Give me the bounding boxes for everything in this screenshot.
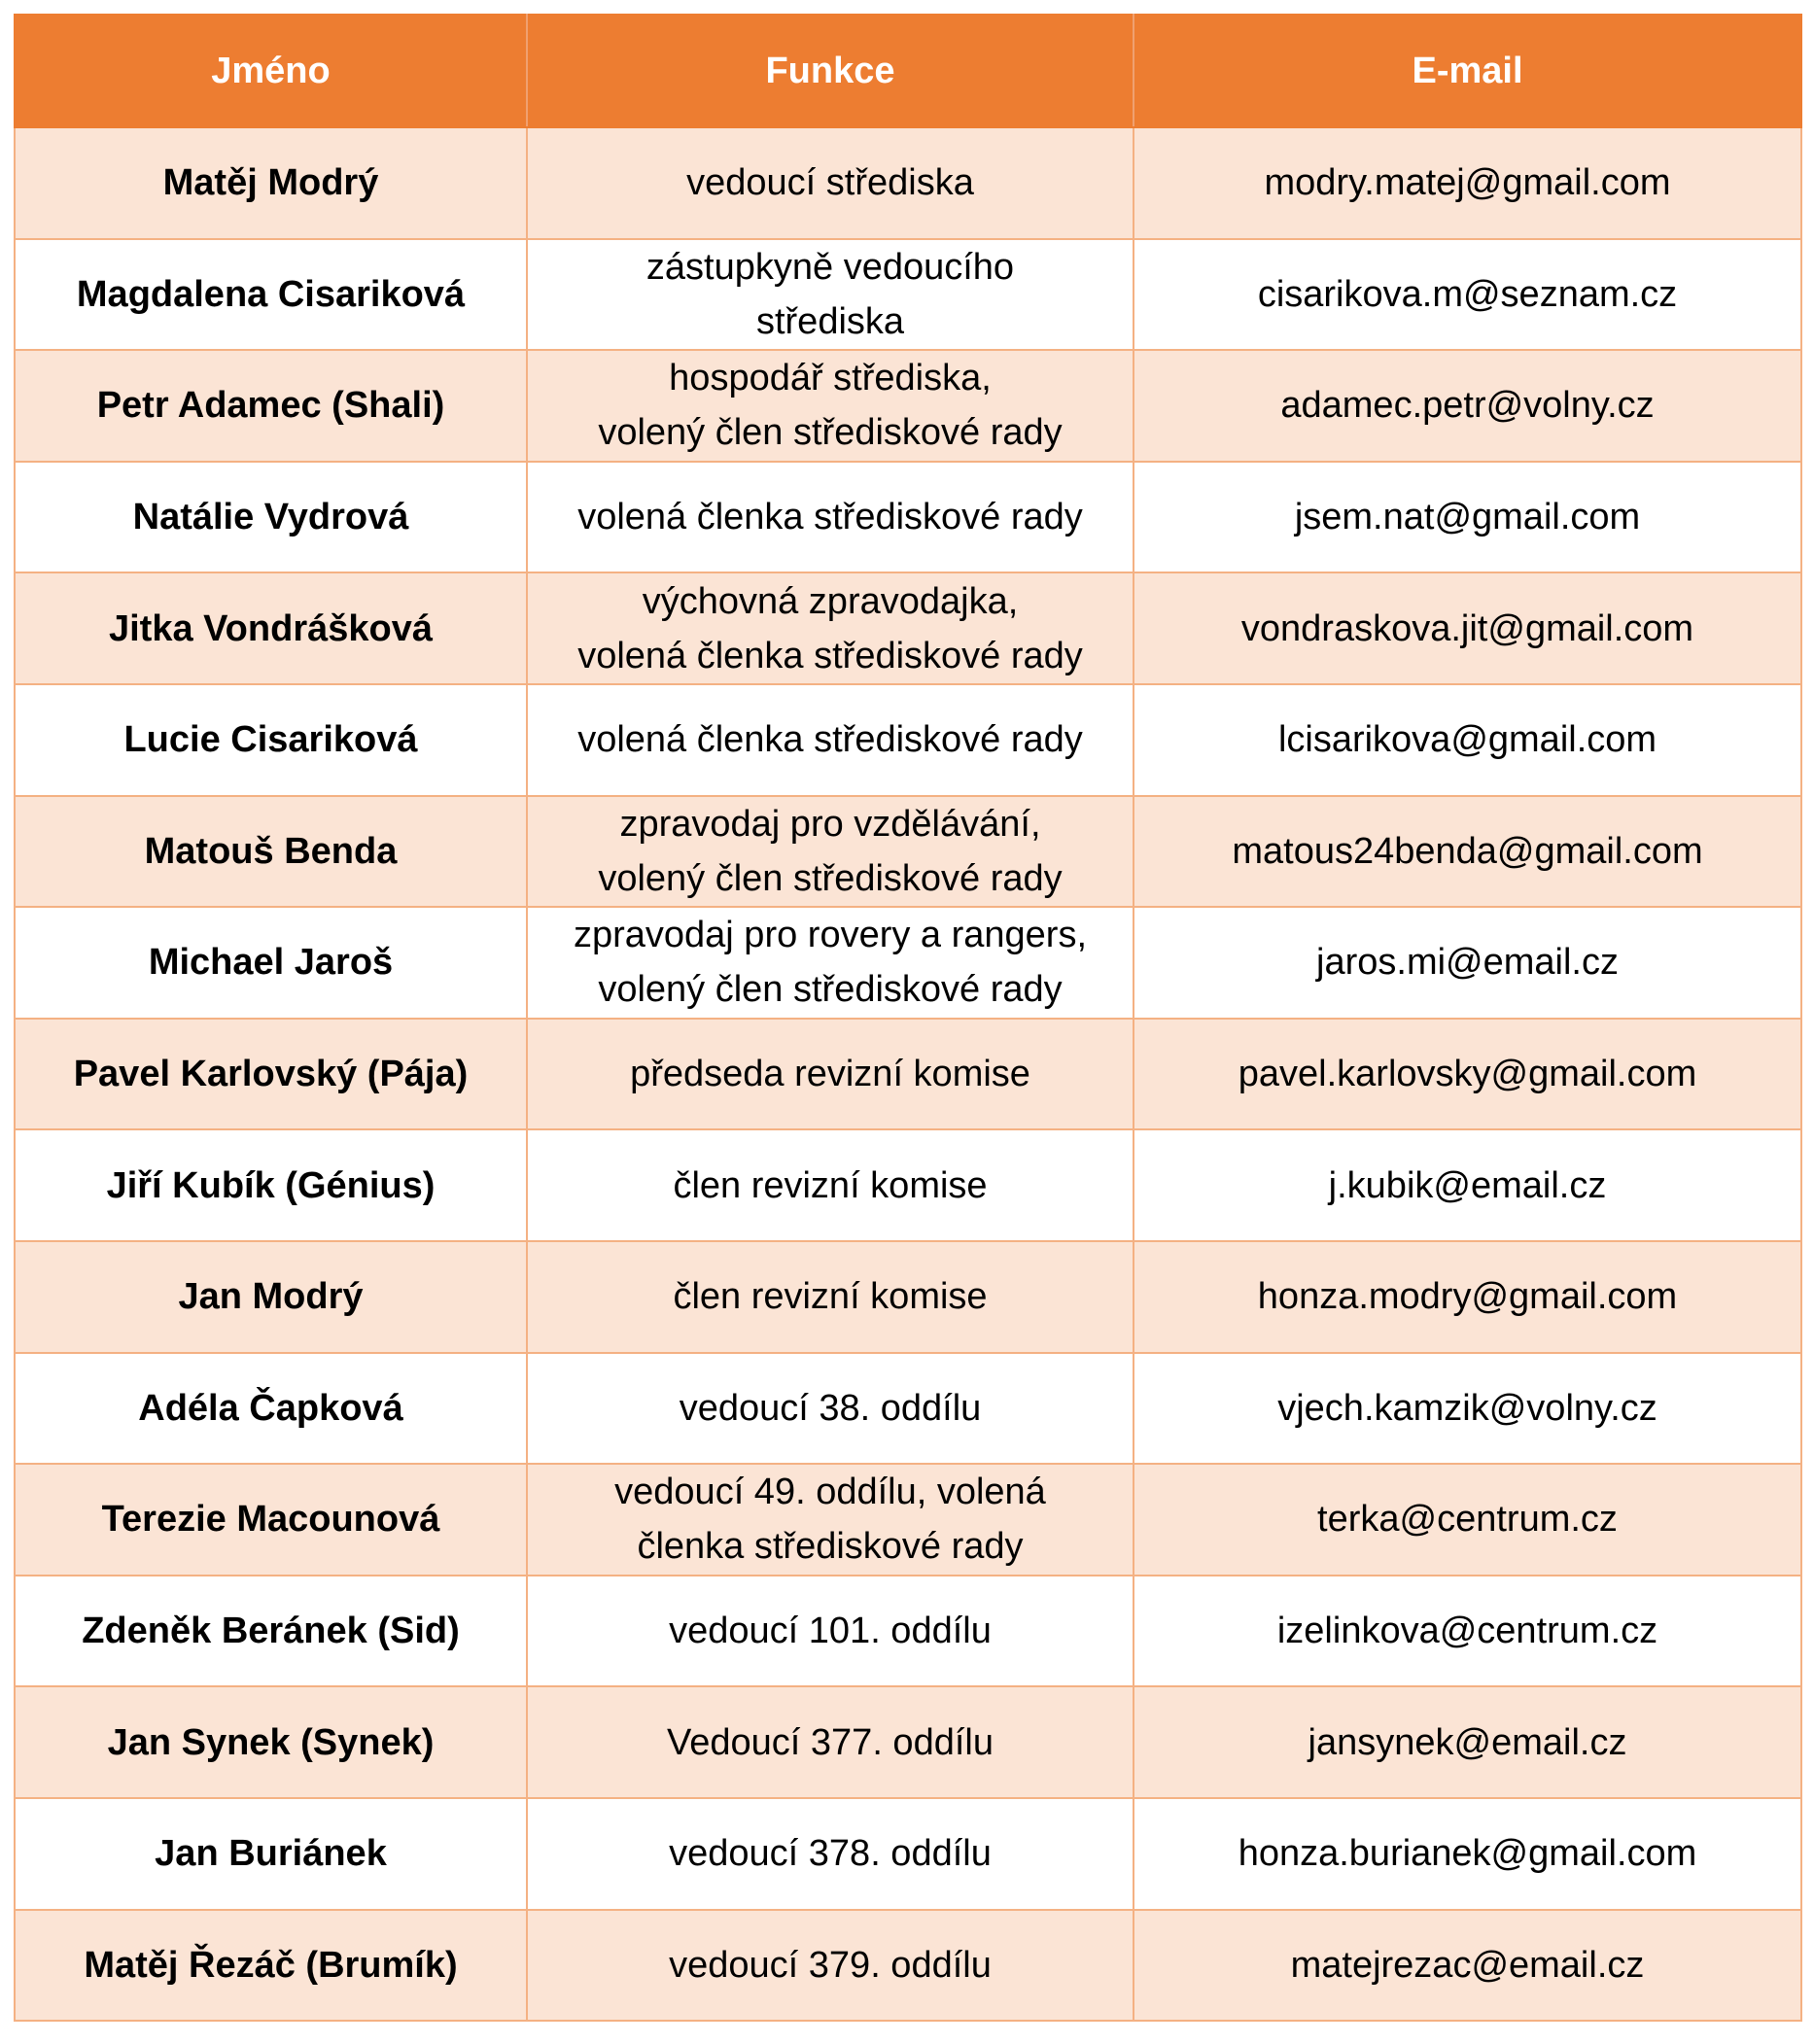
table-row bbox=[15, 1019, 1801, 1130]
person-email: izelinkova@centrum.cz bbox=[1134, 1576, 1801, 1687]
table-header bbox=[15, 15, 1801, 127]
role-line: zpravodaj pro vzdělávání, bbox=[619, 803, 1041, 845]
table-row bbox=[15, 462, 1801, 573]
table-row bbox=[15, 796, 1801, 908]
person-role bbox=[527, 1129, 1134, 1241]
person-role bbox=[527, 907, 1134, 1019]
person-role bbox=[527, 1019, 1134, 1130]
role-line: volený člen střediskové rady bbox=[598, 412, 1063, 454]
person-role bbox=[527, 684, 1134, 796]
table-row bbox=[15, 1353, 1801, 1465]
person-email: jaros.mi@email.cz bbox=[1134, 907, 1801, 1019]
person-role bbox=[527, 1464, 1134, 1576]
person-name: Terezie Macounová bbox=[15, 1464, 527, 1576]
person-name: Petr Adamec (Shali) bbox=[15, 350, 527, 462]
role-line: vedoucí 101. oddílu bbox=[669, 1611, 992, 1652]
person-email: cisarikova.m@seznam.cz bbox=[1134, 239, 1801, 351]
person-email: vondraskova.jit@gmail.com bbox=[1134, 572, 1801, 684]
person-role bbox=[527, 1798, 1134, 1910]
person-name: Magdalena Cisariková bbox=[15, 239, 527, 351]
header-name: Jméno bbox=[15, 15, 527, 127]
table-row bbox=[15, 572, 1801, 684]
role-line: člen revizní komise bbox=[673, 1276, 988, 1318]
person-role bbox=[527, 127, 1134, 239]
person-email: jsem.nat@gmail.com bbox=[1134, 462, 1801, 573]
person-email: adamec.petr@volny.cz bbox=[1134, 350, 1801, 462]
header-role: Funkce bbox=[527, 15, 1134, 127]
person-name: Lucie Cisariková bbox=[15, 684, 527, 796]
table-row bbox=[15, 907, 1801, 1019]
person-name: Jan Buriánek bbox=[15, 1798, 527, 1910]
person-email: lcisarikova@gmail.com bbox=[1134, 684, 1801, 796]
person-name: Adéla Čapková bbox=[15, 1353, 527, 1465]
contacts-table bbox=[14, 14, 1802, 2022]
role-line: vedoucí 49. oddílu, volená bbox=[614, 1472, 1046, 1513]
header-row bbox=[15, 15, 1801, 127]
person-email: honza.modry@gmail.com bbox=[1134, 1241, 1801, 1353]
person-email: terka@centrum.cz bbox=[1134, 1464, 1801, 1576]
table-row bbox=[15, 1576, 1801, 1687]
table-row bbox=[15, 127, 1801, 239]
role-line: hospodář střediska, bbox=[669, 358, 992, 399]
role-line: Vedoucí 377. oddílu bbox=[667, 1721, 994, 1763]
header-email: E-mail bbox=[1134, 15, 1801, 127]
person-role bbox=[527, 796, 1134, 908]
role-line: zástupkyně vedoucího bbox=[645, 246, 1015, 288]
person-role bbox=[527, 239, 1134, 351]
role-line: volená členka střediskové rady bbox=[577, 497, 1083, 538]
person-email: pavel.karlovsky@gmail.com bbox=[1134, 1019, 1801, 1130]
person-role bbox=[527, 1241, 1134, 1353]
person-role bbox=[527, 1576, 1134, 1687]
role-line: vedoucí 378. oddílu bbox=[669, 1833, 992, 1875]
table-row bbox=[15, 1798, 1801, 1910]
table-row bbox=[15, 350, 1801, 462]
person-role bbox=[527, 1686, 1134, 1798]
role-line: volený člen střediskové rady bbox=[598, 969, 1063, 1011]
role-line: vedoucí 38. oddílu bbox=[679, 1387, 982, 1429]
role-line: zpravodaj pro rovery a rangers, bbox=[573, 915, 1088, 956]
role-line: střediska bbox=[755, 300, 905, 342]
person-role bbox=[527, 462, 1134, 573]
person-role bbox=[527, 1353, 1134, 1465]
table-row bbox=[15, 1910, 1801, 2022]
person-email: j.kubik@email.cz bbox=[1134, 1129, 1801, 1241]
role-line: volená členka střediskové rady bbox=[577, 635, 1083, 676]
person-name: Jan Synek (Synek) bbox=[15, 1686, 527, 1798]
person-name: Matouš Benda bbox=[15, 796, 527, 908]
person-role bbox=[527, 572, 1134, 684]
role-line: vedoucí 379. oddílu bbox=[669, 1944, 992, 1986]
person-email: matous24benda@gmail.com bbox=[1134, 796, 1801, 908]
table-row bbox=[15, 1464, 1801, 1576]
person-email: honza.burianek@gmail.com bbox=[1134, 1798, 1801, 1910]
person-name: Pavel Karlovský (Pája) bbox=[15, 1019, 527, 1130]
table-row bbox=[15, 1241, 1801, 1353]
role-line: vedoucí střediska bbox=[686, 162, 974, 204]
role-line: výchovná zpravodajka, bbox=[642, 580, 1019, 622]
person-name: Jiří Kubík (Génius) bbox=[15, 1129, 527, 1241]
role-line: členka střediskové rady bbox=[637, 1526, 1024, 1568]
role-line: člen revizní komise bbox=[673, 1164, 988, 1206]
table-body bbox=[15, 127, 1801, 2021]
role-line: volená členka střediskové rady bbox=[577, 719, 1083, 761]
person-name: Natálie Vydrová bbox=[15, 462, 527, 573]
person-name: Jitka Vondrášková bbox=[15, 572, 527, 684]
person-email: vjech.kamzik@volny.cz bbox=[1134, 1353, 1801, 1465]
person-name: Zdeněk Beránek (Sid) bbox=[15, 1576, 527, 1687]
person-name: Jan Modrý bbox=[15, 1241, 527, 1353]
person-name: Matěj Řezáč (Brumík) bbox=[15, 1910, 527, 2022]
role-line: volený člen střediskové rady bbox=[598, 857, 1063, 899]
person-name: Michael Jaroš bbox=[15, 907, 527, 1019]
person-role bbox=[527, 350, 1134, 462]
person-email: matejrezac@email.cz bbox=[1134, 1910, 1801, 2022]
table-row bbox=[15, 1129, 1801, 1241]
role-line: předseda revizní komise bbox=[630, 1054, 1030, 1095]
table-row bbox=[15, 684, 1801, 796]
table-row bbox=[15, 1686, 1801, 1798]
person-name: Matěj Modrý bbox=[15, 127, 527, 239]
person-email: jansynek@email.cz bbox=[1134, 1686, 1801, 1798]
person-role bbox=[527, 1910, 1134, 2022]
person-email: modry.matej@gmail.com bbox=[1134, 127, 1801, 239]
table-row bbox=[15, 239, 1801, 351]
